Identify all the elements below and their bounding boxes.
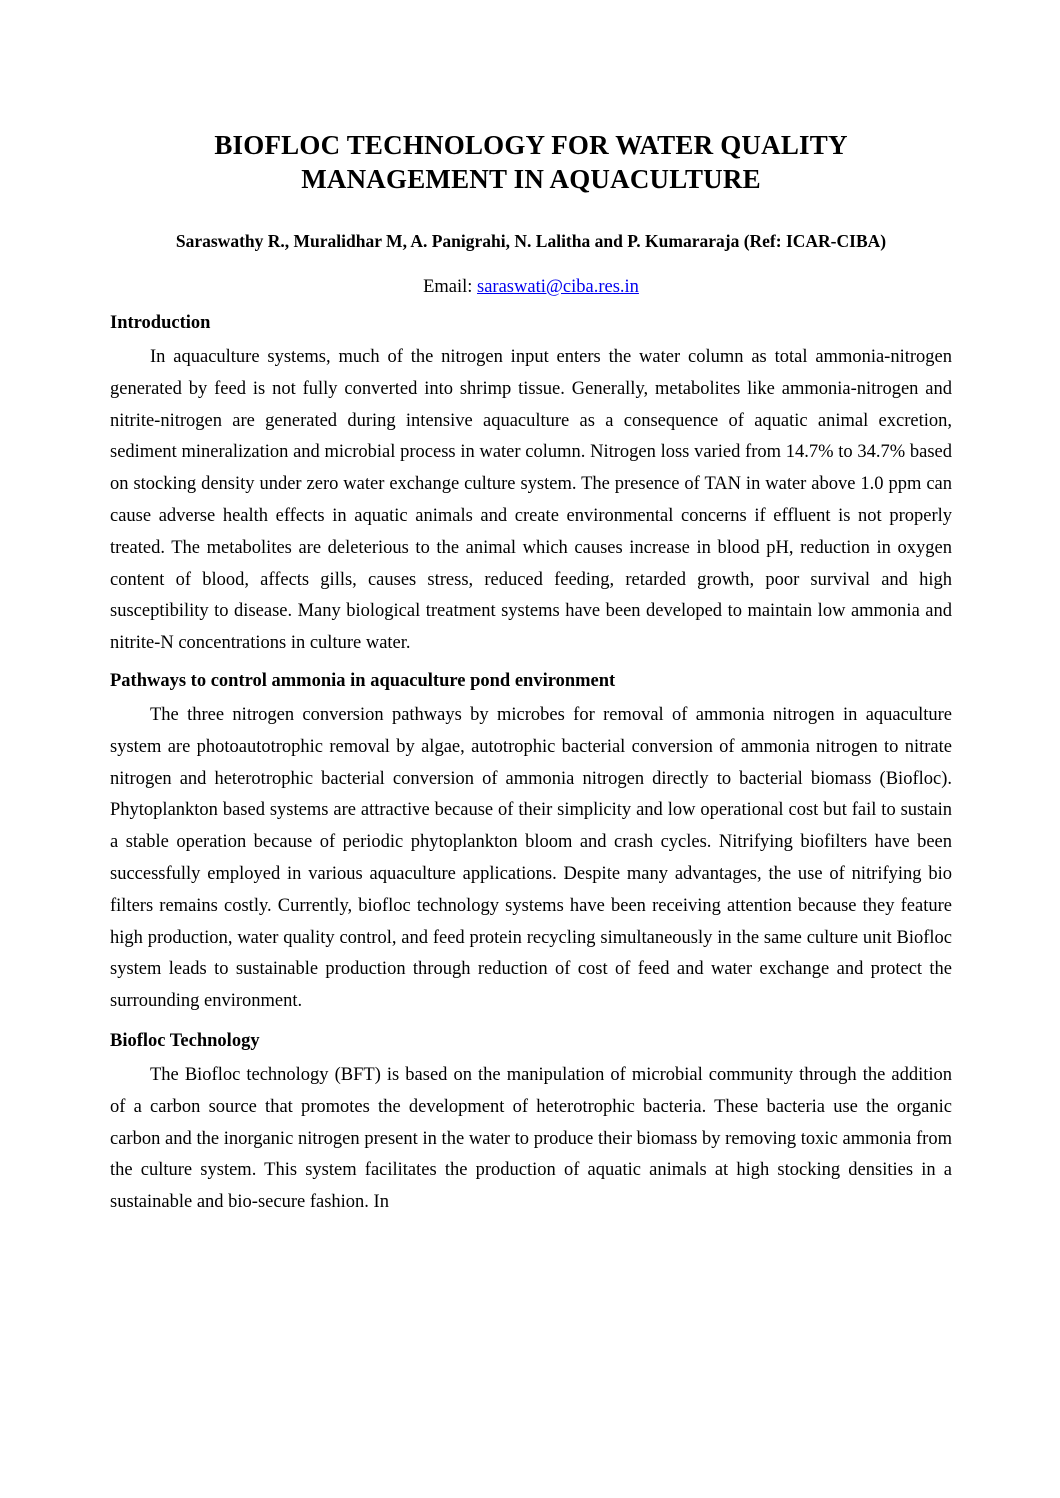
document-page [110,128,952,1219]
introduction-paragraph: In aquaculture systems, much of the nitrogen input enters the water column as total ammonia-nitrogen generated by feed is not fully converted into shrimp tissue. Generally, metabolites like ammonia-nitrogen and nitrite-nitrogen are generated during intensive aquaculture as a consequence of aquatic animal excretion, sediment mineralization and microbial process in water column. Nitrogen loss varied from 14.7% to 34.7% based on stocking density under zero water exchange culture system. The presence of TAN in water above 1.0 ppm can cause adverse health effects in aquatic animals and create environmental concerns if effluent is not properly treated. The metabolites are deleterious to the animal which causes increase in blood pH, reduction in oxygen content of blood, affects gills, causes stress, reduced feeding, retarded growth, poor survival and high susceptibility to disease. Many biological treatment systems have been developed to maintain low ammonia and nitrite-N concentrations in culture water. [110,347,952,654]
author-list: Saraswathy R., Muralidhar M, A. Panigrahi, N. Lalitha and P. Kumararaja (Ref: ICAR-CIBA) [175,231,887,251]
section-heading-pathways: Pathways to control ammonia in aquaculture pond environment [110,670,616,691]
pathways-paragraph: The three nitrogen conversion pathways by microbes for removal of ammonia nitrogen in aquaculture system are photoautotrophic removal by algae, autotrophic bacterial conversion of ammonia nitrogen to nitrate nitrogen and heterotrophic bacterial conversion of ammonia nitrogen directly to bacterial biomass (Biofloc). Phytoplankton based systems are attractive because of their simplicity and low operational cost but fail to sustain a stable operation because of periodic phytoplankton bloom and crash cycles. Nitrifying biofilters have been successfully employed in various aquaculture applications. Despite many advantages, the use of nitrifying bio filters remains costly. Currently, biofloc technology systems have been receiving attention because they feature high production, water quality control, and feed protein recycling simultaneously in the same culture unit Biofloc system leads to sustainable production through reduction of cost of feed and water exchange and protect the surrounding environment. [110,704,952,1012]
biofloc-technology-paragraph: The Biofloc technology (BFT) is based on the manipulation of microbial community through the addition of a carbon source that promotes the development of heterotrophic bacteria. These bacteria use the organic carbon and the inorganic nitrogen present in the water to produce their biomass by removing toxic ammonia from the culture system. This system facilitates the production of aquatic animals at high stocking densities in a sustainable and bio-secure fashion. In [110,1064,952,1213]
title-line-1: BIOFLOC TECHNOLOGY FOR WATER QUALITY [214,130,848,160]
email-line [110,276,952,298]
document-title [110,128,952,196]
section-heading-biofloc-technology: Biofloc Technology [110,1030,260,1051]
email-link[interactable]: saraswati@ciba.res.in [477,277,639,297]
email-label: Email: [423,277,478,297]
title-line-2: MANAGEMENT IN AQUACULTURE [301,164,761,194]
section-heading-introduction: Introduction [110,313,211,333]
